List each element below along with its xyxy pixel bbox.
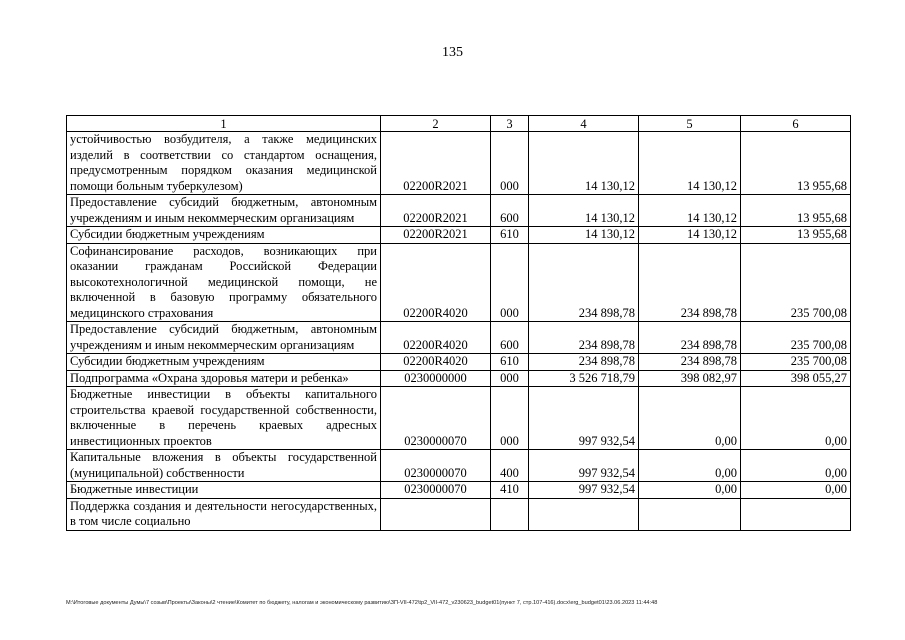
row-target-code: 02200R4020 [381,322,491,354]
row-name: устойчивостью возбудителя, а также медицинских изделий в соответствии со стандартом оснащения, предусмотренным порядком оказания медицинской помощи больным туберкулезом) [67,132,381,195]
row-name: Поддержка создания и деятельности негосударственных, в том числе социально [67,498,381,530]
row-expense-group: 000 [491,387,529,450]
row-value-col6: 0,00 [741,450,851,482]
row-target-code: 0230000070 [381,450,491,482]
column-header-4: 4 [529,116,639,132]
row-value-col4: 234 898,78 [529,243,639,322]
table-row [67,498,851,530]
column-header-1: 1 [67,116,381,132]
row-value-col4: 997 932,54 [529,482,639,499]
row-target-code: 02200R2021 [381,195,491,227]
row-value-col5: 398 082,97 [639,370,741,387]
table-row [67,132,851,195]
row-expense-group: 610 [491,227,529,244]
row-target-code: 0230000070 [381,387,491,450]
row-value-col6: 235 700,08 [741,354,851,371]
table-row [67,354,851,371]
row-name: Предоставление субсидий бюджетным, автономным учреждениям и иным некоммерческим организациям [67,195,381,227]
row-target-code: 02200R4020 [381,354,491,371]
row-value-col6: 235 700,08 [741,322,851,354]
row-expense-group: 610 [491,354,529,371]
row-value-col6: 0,00 [741,482,851,499]
row-value-col5: 0,00 [639,482,741,499]
row-name: Предоставление субсидий бюджетным, автономным учреждениям и иным некоммерческим организациям [67,322,381,354]
page-number: 135 [442,45,463,60]
row-target-code: 0230000070 [381,482,491,499]
row-value-col6: 398 055,27 [741,370,851,387]
row-value-col6: 13 955,68 [741,227,851,244]
row-expense-group [491,498,529,530]
row-value-col4: 234 898,78 [529,322,639,354]
row-expense-group: 410 [491,482,529,499]
row-value-col6: 0,00 [741,387,851,450]
table-row [67,322,851,354]
row-expense-group: 000 [491,370,529,387]
row-value-col5: 14 130,12 [639,227,741,244]
row-value-col4: 14 130,12 [529,195,639,227]
row-value-col5: 14 130,12 [639,132,741,195]
row-value-col5 [639,498,741,530]
row-name: Подпрограмма «Охрана здоровья матери и ребенка» [67,370,381,387]
row-value-col6 [741,498,851,530]
row-expense-group: 600 [491,322,529,354]
row-value-col5: 14 130,12 [639,195,741,227]
row-value-col5: 0,00 [639,387,741,450]
row-name: Субсидии бюджетным учреждениям [67,354,381,371]
table-header-row [67,116,851,132]
document-file-path: M:\Итоговые документы Думы\7 созыв\Проекты\Законы\2 чтение\Комитет по бюджету, налогам и экономическому развитию\ЗП-VII-472\tp2_VII-472_v230623_budget01(пункт 7, стр.107-416).docx\erg_budget01\23.06.2023 11:44:48 [66,600,658,606]
row-expense-group: 600 [491,195,529,227]
row-value-col4: 14 130,12 [529,132,639,195]
row-name: Капитальные вложения в объекты государственной (муниципальной) собственности [67,450,381,482]
row-name: Софинансирование расходов, возникающих при оказании гражданам Российской Федерации высокотехнологичной медицинской помощи, не включенной в базовую программу обязательного медицинского страхования [67,243,381,322]
table-row [67,227,851,244]
row-value-col4: 234 898,78 [529,354,639,371]
row-expense-group: 000 [491,132,529,195]
budget-table [66,115,851,531]
table-row [67,482,851,499]
row-value-col5: 0,00 [639,450,741,482]
table-row [67,387,851,450]
table-row [67,370,851,387]
row-expense-group: 400 [491,450,529,482]
row-name: Бюджетные инвестиции в объекты капитального строительства краевой государственной собственности, включенные в перечень краевых адресных инвестиционных проектов [67,387,381,450]
row-target-code: 02200R4020 [381,243,491,322]
column-header-6: 6 [741,116,851,132]
row-target-code: 0230000000 [381,370,491,387]
column-header-2: 2 [381,116,491,132]
row-value-col5: 234 898,78 [639,322,741,354]
row-value-col6: 13 955,68 [741,132,851,195]
row-value-col4: 3 526 718,79 [529,370,639,387]
table-row [67,450,851,482]
row-value-col4: 14 130,12 [529,227,639,244]
table-row [67,243,851,322]
table-row [67,195,851,227]
row-value-col5: 234 898,78 [639,354,741,371]
column-header-5: 5 [639,116,741,132]
row-name: Бюджетные инвестиции [67,482,381,499]
row-value-col6: 13 955,68 [741,195,851,227]
row-value-col4: 997 932,54 [529,450,639,482]
row-expense-group: 000 [491,243,529,322]
row-target-code [381,498,491,530]
row-value-col6: 235 700,08 [741,243,851,322]
row-target-code: 02200R2021 [381,227,491,244]
row-name: Субсидии бюджетным учреждениям [67,227,381,244]
column-header-3: 3 [491,116,529,132]
row-value-col4 [529,498,639,530]
row-value-col5: 234 898,78 [639,243,741,322]
row-target-code: 02200R2021 [381,132,491,195]
row-value-col4: 997 932,54 [529,387,639,450]
